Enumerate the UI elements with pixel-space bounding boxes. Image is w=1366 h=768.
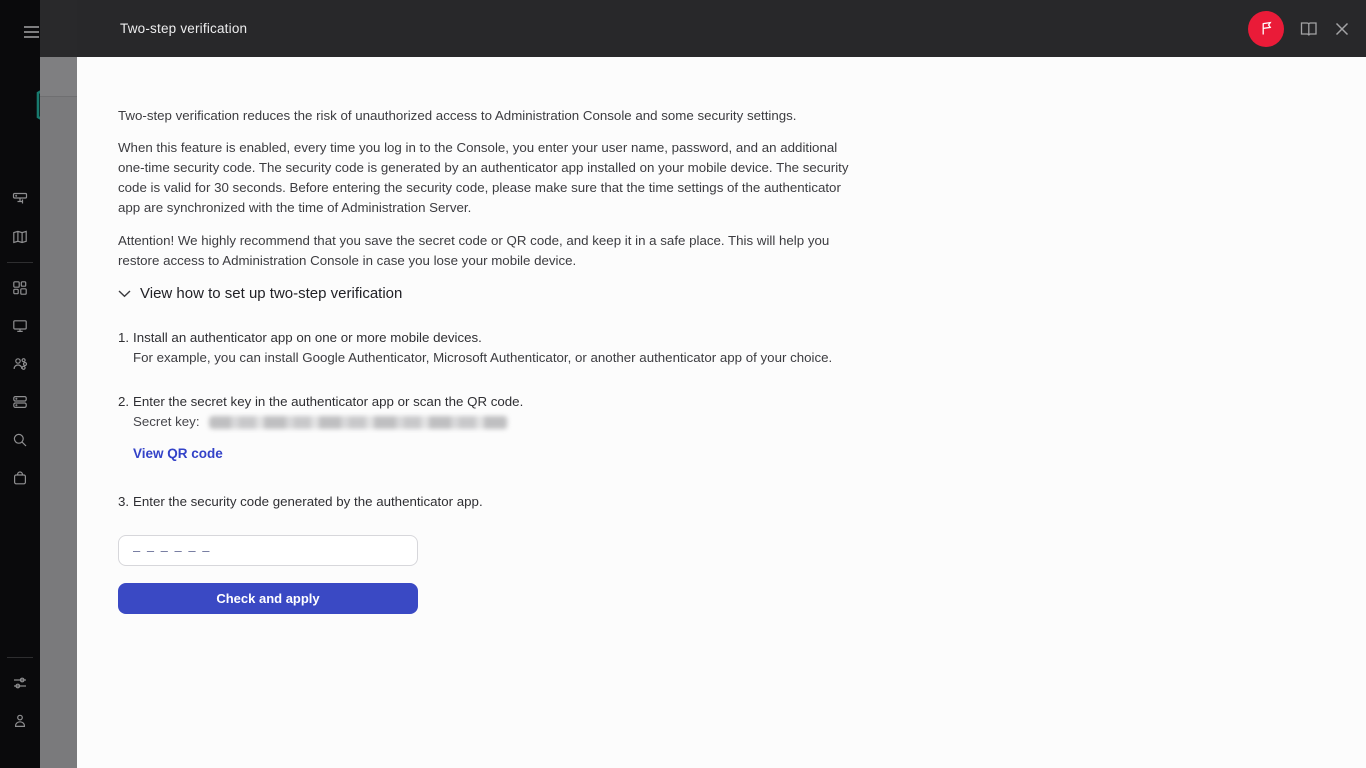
step-1 bbox=[118, 328, 1366, 368]
dimmed-page-header bbox=[40, 0, 77, 57]
secret-key-redacted-value bbox=[209, 416, 508, 429]
step-text: Install an authenticator app on one or more mobile devices. bbox=[133, 330, 482, 345]
account-icon[interactable] bbox=[0, 702, 40, 740]
step-subtext: For example, you can install Google Authenticator, Microsoft Authenticator, or another authenticator app of your choice. bbox=[133, 350, 833, 365]
sidebar-divider bbox=[7, 657, 33, 658]
setup-steps bbox=[118, 328, 1366, 512]
step-number: 2. bbox=[118, 394, 130, 409]
monitoring-reporting-icon[interactable] bbox=[0, 218, 40, 256]
drawer-body bbox=[77, 57, 1366, 768]
drawer-header bbox=[77, 0, 1366, 57]
flag-badge-icon[interactable] bbox=[1248, 11, 1284, 47]
step-text: Enter the secret key in the authenticator app or scan the QR code. bbox=[133, 394, 524, 409]
attention-paragraph: Attention! We highly recommend that you save the secret code or QR code, and keep it in a safe place. This will help you restore access to Administration Console in case you lose your mobile device. bbox=[118, 233, 830, 268]
chevron-down-icon bbox=[118, 290, 131, 298]
dimmed-page-overlay[interactable] bbox=[40, 0, 77, 768]
search-icon[interactable] bbox=[0, 421, 40, 459]
secret-key-label: Secret key: bbox=[133, 414, 200, 429]
marketplace-icon[interactable] bbox=[0, 459, 40, 497]
intro-paragraph: Two-step verification reduces the risk of unauthorized access to Administration Console and some security settings. bbox=[118, 108, 797, 123]
view-qr-code-link[interactable]: View QR code bbox=[133, 446, 223, 461]
repositories-icon[interactable] bbox=[0, 383, 40, 421]
administration-server-icon[interactable] bbox=[0, 180, 40, 218]
step-2 bbox=[118, 392, 1366, 464]
check-and-apply-button[interactable]: Check and apply bbox=[118, 583, 418, 614]
description-paragraph: When this feature is enabled, every time you log in to the Console, you enter your user name, password, and an additional one-time security code. The security code is generated by an authenticator app installed on your mobile device. The security code is valid for 30 seconds. Before entering the security code, please make sure that the time settings of the authenticator app are synchronized with the time of Administration Server. bbox=[118, 140, 849, 215]
security-code-input[interactable] bbox=[118, 535, 418, 566]
page-title: Two-step verification bbox=[120, 21, 248, 36]
sidebar-divider bbox=[7, 262, 33, 263]
console-settings-icon[interactable] bbox=[0, 664, 40, 702]
step-text: Enter the security code generated by the authenticator app. bbox=[133, 494, 483, 509]
users-roles-icon[interactable] bbox=[0, 345, 40, 383]
assets-icon[interactable] bbox=[0, 269, 40, 307]
step-number: 1. bbox=[118, 330, 130, 345]
setup-instructions-label: View how to set up two-step verification bbox=[140, 285, 403, 302]
manual-book-icon[interactable] bbox=[1299, 20, 1319, 38]
two-step-verification-drawer bbox=[77, 0, 1366, 768]
step-number: 3. bbox=[118, 494, 130, 509]
setup-instructions-toggle[interactable] bbox=[118, 284, 1366, 304]
close-icon[interactable] bbox=[1334, 21, 1350, 37]
dimmed-page-toolbar bbox=[40, 57, 77, 97]
devices-icon[interactable] bbox=[0, 307, 40, 345]
step-3 bbox=[118, 492, 1366, 512]
hamburger-menu-icon[interactable] bbox=[24, 26, 39, 38]
